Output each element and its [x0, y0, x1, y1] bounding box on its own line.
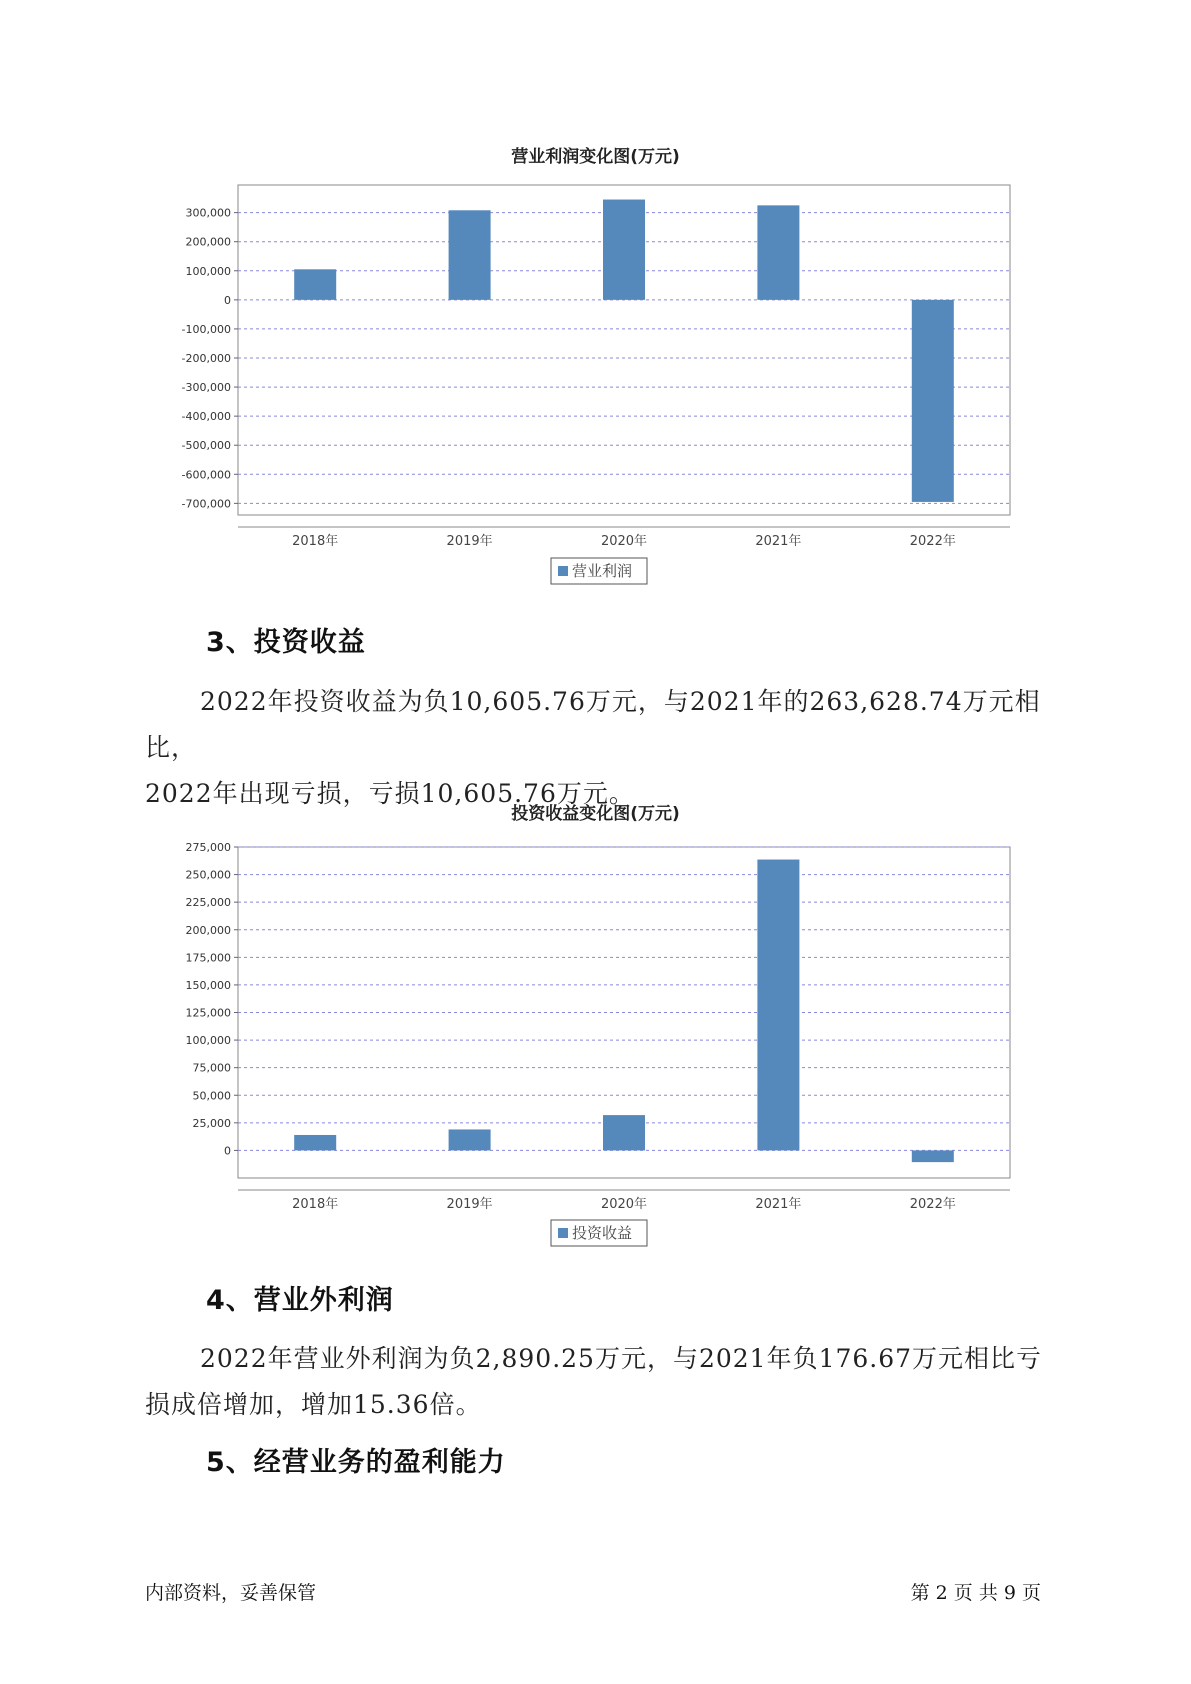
y-tick-label: 275,000: [185, 841, 231, 854]
x-category-label: 2022年: [909, 1197, 956, 1212]
section-4-line-1: 2022年营业外利润为负2,890.25万元，与2021年负176.67万元相比亏: [200, 1344, 1043, 1373]
x-category-label: 2018年: [292, 534, 339, 549]
footer-page-number: 第 2 页 共 9 页: [910, 1582, 1041, 1604]
bar: [757, 860, 799, 1151]
y-tick-label: 0: [224, 293, 231, 307]
y-tick-label: -600,000: [181, 468, 231, 482]
section-4-heading: 4、营业外利润: [206, 1285, 394, 1316]
section-3-line-2: 2022年出现亏损，亏损10,605.76万元。: [145, 779, 635, 808]
bar: [449, 1129, 491, 1150]
x-category-label: 2020年: [600, 534, 648, 549]
x-category-label: 2018年: [292, 1197, 339, 1212]
bar: [912, 1150, 954, 1162]
y-tick-label: 250,000: [185, 868, 231, 882]
bar: [603, 1115, 645, 1150]
section-3-heading: 3、投资收益: [206, 627, 366, 658]
y-tick-label: 100,000: [185, 1034, 231, 1048]
x-category-label: 2020年: [600, 1197, 648, 1212]
y-tick-label: 25,000: [192, 1116, 231, 1130]
section-3-line-1: 2022年投资收益为负10,605.76万元，与2021年的263,628.74万元相比，: [145, 687, 1041, 762]
y-tick-label: 0: [224, 1144, 231, 1158]
y-tick-label: -200,000: [181, 351, 231, 365]
y-tick-label: 175,000: [185, 951, 231, 965]
y-tick-label: 50,000: [192, 1089, 231, 1103]
y-tick-label: -700,000: [181, 497, 231, 511]
y-tick-label: 125,000: [185, 1006, 231, 1020]
y-tick-label: 75,000: [192, 1061, 231, 1075]
y-tick-label: 225,000: [185, 896, 231, 910]
x-category-label: 2021年: [755, 1197, 802, 1212]
y-tick-label: 200,000: [185, 235, 231, 249]
y-tick-label: 300,000: [185, 206, 231, 220]
footer-confidential: 内部资料，妥善保管: [145, 1582, 317, 1604]
y-tick-label: -500,000: [181, 439, 231, 453]
x-category-label: 2019年: [446, 534, 493, 549]
x-category-label: 2021年: [755, 534, 802, 549]
legend-swatch: [558, 1228, 568, 1238]
y-tick-label: -100,000: [181, 322, 231, 336]
legend-label: 投资收益: [572, 1224, 633, 1242]
y-tick-label: -300,000: [181, 381, 231, 395]
y-tick-label: 100,000: [185, 264, 231, 278]
legend-label: 营业利润: [572, 562, 633, 580]
y-tick-label: 150,000: [185, 978, 231, 992]
bar: [294, 1135, 336, 1150]
x-category-label: 2022年: [909, 534, 956, 549]
section-5-heading: 5、经营业务的盈利能力: [206, 1447, 506, 1478]
y-tick-label: -400,000: [181, 410, 231, 424]
chart-2-title: 投资收益变化图(万元): [511, 804, 680, 824]
y-tick-label: 200,000: [185, 923, 231, 937]
section-4-paragraph: [145, 1336, 1075, 1428]
section-4-line-2: 损成倍增加，增加15.36倍。: [145, 1390, 482, 1419]
chart-1-title: 营业利润变化图(万元): [511, 147, 680, 167]
x-category-label: 2019年: [446, 1197, 493, 1212]
